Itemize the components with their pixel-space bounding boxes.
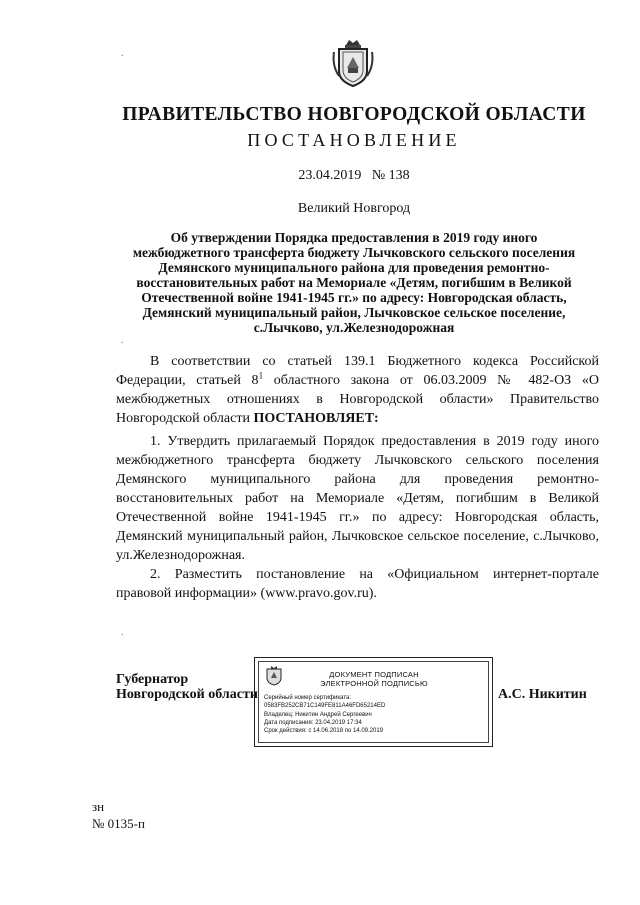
document-date: 23.04.2019 (298, 168, 362, 183)
margin-mark: . (121, 627, 124, 638)
margin-mark: . (121, 48, 124, 59)
signer-title (116, 672, 258, 702)
item-paragraph: 1. Утвердить прилагаемый Порядок предоставления в 2019 году иного межбюджетного трансферта бюджету Лычковского сельского поселения Демянского муниципального района для проведения ремонтно-восстановительных работ на Мемориале «Детям, погибшим в Великой Отечественной войне 1941-1945 гг.» по адресу: Новгородская область, Демянский муниципальный район, Лычковское сельское поселение, с.Лычково, ул.Железнодорожная. (116, 434, 599, 563)
subject-line: межбюджетного трансферта бюджету Лычковского сельского поселения (132, 245, 576, 260)
subject-line: Демянского муниципального района для проведения ремонтно- (158, 260, 550, 275)
subject-line: Об утверждении Порядка предоставления в 2019 году иного (170, 230, 538, 245)
signer-name: А.С. Никитин (498, 687, 587, 702)
decree-word: ПОСТАНОВЛЯЕТ: (253, 411, 379, 426)
margin-mark: . (121, 335, 124, 346)
cert-validity: Срок действия: с 14.06.2018 по 14.09.2019 (264, 728, 384, 735)
stamp-details (264, 694, 489, 735)
stamp-crest-icon (265, 666, 283, 686)
stamp-header (299, 670, 449, 688)
item-paragraph: 2. Разместить постановление на «Официальном интернет-портале правовой информации» (www.pravo.gov.ru). (116, 567, 599, 601)
document-number: 138 (388, 168, 410, 183)
preamble-text-continued: областного закона от 06.03.2009 № 482-ОЗ «О межбюджетных отношениях в Новгородской области» Правительство Новгородской области (116, 373, 599, 426)
preamble-paragraph (116, 352, 599, 428)
stamp-frame (258, 661, 489, 743)
subject-line: с.Лычково, ул.Железнодорожная (253, 320, 455, 335)
date-number-line (0, 168, 640, 184)
document-type: ПОСТАНОВЛЕНИЕ (247, 130, 461, 150)
registration-number: № 0135-п (92, 816, 145, 831)
number-sign: № (371, 168, 386, 183)
article-superscript: 1 (258, 370, 264, 381)
city: Великий Новгород (297, 201, 411, 216)
electronic-signature-stamp (254, 657, 493, 747)
preamble-text: В соответствии со статьей 139.1 Бюджетного кодекса Российской Федерации, статьей 8 (116, 354, 599, 388)
stamp-header-line: ЭЛЕКТРОННОЙ ПОДПИСЬЮ (320, 679, 428, 688)
signer-position: Губернатор (116, 672, 189, 687)
signed-date: Дата подписания: 23.04.2019 17:34 (264, 719, 362, 726)
coat-of-arms-icon (330, 38, 376, 88)
executor-initials: зн (92, 799, 105, 814)
document-body (116, 352, 599, 603)
stamp-header-line: ДОКУМЕНТ ПОДПИСАН (329, 670, 419, 679)
subject-line: восстановительных работ на Мемориале «Детям, погибшим в Великой (136, 275, 572, 290)
subject-line: Демянский муниципальный район, Лычковское сельское поселение, (142, 305, 566, 320)
cert-label: Серийный номер сертификата: (264, 695, 352, 701)
cert-owner: Владелец: Никитин Андрей Сергеевич (264, 711, 372, 718)
government-name: ПРАВИТЕЛЬСТВО НОВГОРОДСКОЙ ОБЛАСТИ (122, 104, 586, 125)
subject-line: Отечественной войне 1941-1945 гг.» по адресу: Новгородская область, (141, 290, 567, 305)
cert-number: 0583FB252CB71C149FE811A46FD65214ED (264, 703, 386, 710)
document-footer (92, 798, 145, 832)
signer-region: Новгородской области (116, 687, 258, 702)
document-subject (108, 230, 600, 335)
